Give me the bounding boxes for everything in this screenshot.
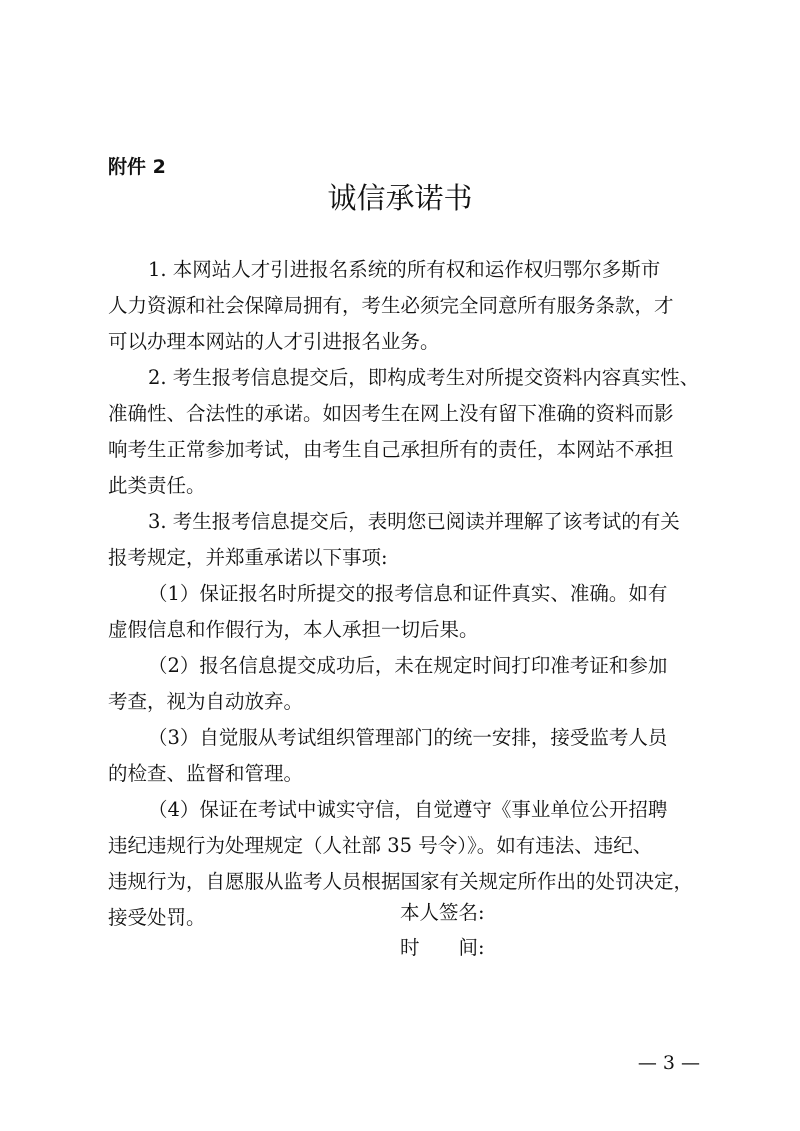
text-line: 违纪违规行为处理规定（人社部 35 号令）》。如有违法、违纪、 — [108, 834, 653, 857]
text-line: 此类责任。 — [108, 474, 206, 497]
text-line: （1）保证报名时所提交的报考信息和证件真实、准确。如有 — [148, 582, 668, 605]
text-line: 报考规定，并郑重承诺以下事项: — [108, 546, 388, 569]
document-body — [108, 252, 708, 936]
text-line: 1. 本网站人才引进报名系统的所有权和运作权归鄂尔多斯市 — [148, 258, 661, 281]
text-line: 准确性、合法性的承诺。如因考生在网上没有留下准确的资料而影 — [108, 402, 674, 425]
text-line: 可以办理本网站的人才引进报名业务。 — [108, 330, 440, 353]
text-line: 接受处罚。 — [108, 906, 206, 929]
text-line: （4）保证在考试中诚实守信，自觉遵守《事业单位公开招聘 — [148, 798, 668, 821]
page-number: — 3 — — [637, 1052, 700, 1074]
commitment-item-2 — [108, 648, 708, 720]
document-title: 诚信承诺书 — [327, 181, 473, 215]
text-line: 3. 考生报考信息提交后，表明您已阅读并理解了该考试的有关 — [148, 510, 680, 533]
paragraph-3 — [108, 504, 708, 576]
text-line: （3）自觉服从考试组织管理部门的统一安排，接受监考人员 — [148, 726, 668, 749]
text-line: 2. 考生报考信息提交后，即构成考生对所提交资料内容真实性、 — [148, 366, 700, 389]
commitment-item-3 — [108, 720, 708, 792]
text-line: 响考生正常参加考试，由考生自己承担所有的责任，本网站不承担 — [108, 438, 674, 461]
signature-time-label: 时 间: — [400, 936, 485, 959]
paragraph-1 — [108, 252, 708, 360]
text-line: 考查，视为自动放弃。 — [108, 690, 304, 713]
signature-name-label: 本人签名: — [400, 901, 485, 924]
text-line: （2）报名信息提交成功后，未在规定时间打印准考证和参加 — [148, 654, 668, 677]
commitment-item-1 — [108, 576, 708, 648]
text-line: 人力资源和社会保障局拥有，考生必须完全同意所有服务条款，才 — [108, 294, 674, 317]
attachment-label: 附件 2 — [108, 156, 166, 178]
text-line: 虚假信息和作假行为，本人承担一切后果。 — [108, 618, 479, 641]
paragraph-2 — [108, 360, 708, 504]
text-line: 的检查、监督和管理。 — [108, 762, 304, 785]
text-line: 违规行为，自愿服从监考人员根据国家有关规定所作出的处罚决定， — [108, 870, 694, 893]
